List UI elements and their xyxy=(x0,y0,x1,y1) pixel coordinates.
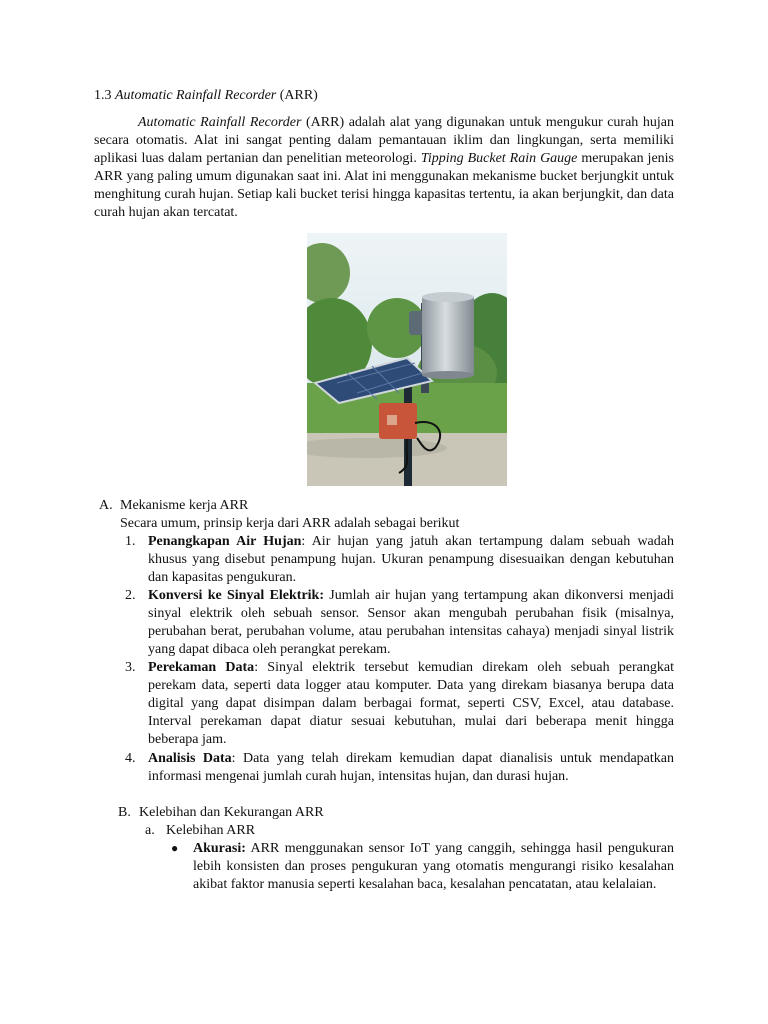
heading-number: 1.3 xyxy=(94,88,112,103)
intro-text-1: (ARR) adalah alat yang digunakan untuk mengukur curah hujan secara otomatis. Alat ini sangat penting dalam pemantauan iklim dan lingkungan, serta memiliki aplikasi luas dalam pertanian dan penelitian meteorologi. xyxy=(94,115,674,166)
list-item-4 xyxy=(148,750,674,786)
item-2-term: Konversi ke Sinyal Elektrik: xyxy=(148,588,325,603)
item-3-number: 3. xyxy=(125,660,136,675)
arr-device-photo xyxy=(307,233,507,486)
item-4-term: Analisis Data xyxy=(148,751,232,766)
item-1-term: Penangkapan Air Hujan xyxy=(148,534,302,549)
item-1-text: Air hujan yang jatuh akan tertampung dalam sebuah wadah khusus yang disebut penampung hujan. Ukuran penampung disesuaikan dengan kebutuhan dan kapasitas pengukuran. xyxy=(148,534,674,585)
section-b-title: Kelebihan dan Kekurangan ARR xyxy=(139,805,324,820)
item-3-text: Sinyal elektrik tersebut kemudian direkam oleh sebuah perangkat perekam data, seperti data logger atau komputer. Data yang direkam biasanya berupa data digital yang dapat disimpan dalam berbagai format, seperti CSV, Excel, atau database. Interval perekaman dapat diatur sesuai kebutuhan, mulai dari beberapa menit hingga beberapa jam. xyxy=(148,660,675,747)
item-3-term: Perekaman Data xyxy=(148,660,255,675)
item-2-text: Jumlah air hujan yang tertampung akan dikonversi menjadi sinyal elektrik oleh sebuah sensor. Sensor akan mengubah perubahan fisik (misalnya, perubahan berat, perubahan volume, atau perubahan intensitas cahaya) menjadi sinyal listrik yang dapat dibaca oleh perangkat perekam. xyxy=(148,588,674,657)
section-a-lead: Secara umum, prinsip kerja dari ARR adalah sebagai berikut xyxy=(120,516,460,531)
item-2-number: 2. xyxy=(125,588,136,603)
heading-title: Automatic Rainfall Recorder xyxy=(115,88,277,103)
section-heading xyxy=(94,87,318,105)
item-1-number: 1. xyxy=(125,534,136,549)
bullet-1-text: ARR menggunakan sensor IoT yang canggih, sehingga hasil pengukuran lebih konsisten dan proses pengukuran yang otomatis mengurangi risiko kesalahan akibat faktor manusia seperti kesalahan baca, kesalahan pencatatan, atau kelalaian. xyxy=(193,841,674,892)
bullet-dot-icon: ● xyxy=(171,841,179,855)
list-item-2 xyxy=(148,587,674,659)
subsection-a-title: Kelebihan ARR xyxy=(166,823,256,838)
section-b-marker: B. xyxy=(118,805,131,820)
item-4-text: Data yang telah direkam kemudian dapat dianalisis untuk mendapatkan informasi mengenai jumlah curah hujan, intensitas hujan, dan durasi hujan. xyxy=(148,751,674,784)
list-item-1 xyxy=(148,533,674,587)
intro-lead-term: Automatic Rainfall Recorder xyxy=(138,115,302,130)
bullet-1-term: Akurasi: xyxy=(193,841,246,856)
item-3-sep: : xyxy=(254,660,259,675)
list-item-3 xyxy=(148,659,674,749)
intro-mid-term: Tipping Bucket Rain Gauge xyxy=(420,151,578,166)
item-4-sep: : xyxy=(231,751,236,766)
intro-text-2: merupakan jenis ARR yang paling umum digunakan saat ini. Alat ini menggunakan mekanisme bucket berjungkit untuk menghitung curah hujan. Setiap kali bucket terisi hingga kapasitas tertentu, ia akan berjungkit, dan data curah hujan akan tercatat. xyxy=(94,151,674,220)
heading-suffix: (ARR) xyxy=(279,88,318,103)
item-1-sep: : xyxy=(301,534,306,549)
subsection-a-marker: a. xyxy=(145,823,155,838)
item-4-number: 4. xyxy=(125,751,136,766)
intro-paragraph xyxy=(94,114,674,222)
section-a-marker: A. xyxy=(99,498,113,513)
section-a-title: Mekanisme kerja ARR xyxy=(120,498,249,513)
bullet-item-1 xyxy=(193,840,674,894)
